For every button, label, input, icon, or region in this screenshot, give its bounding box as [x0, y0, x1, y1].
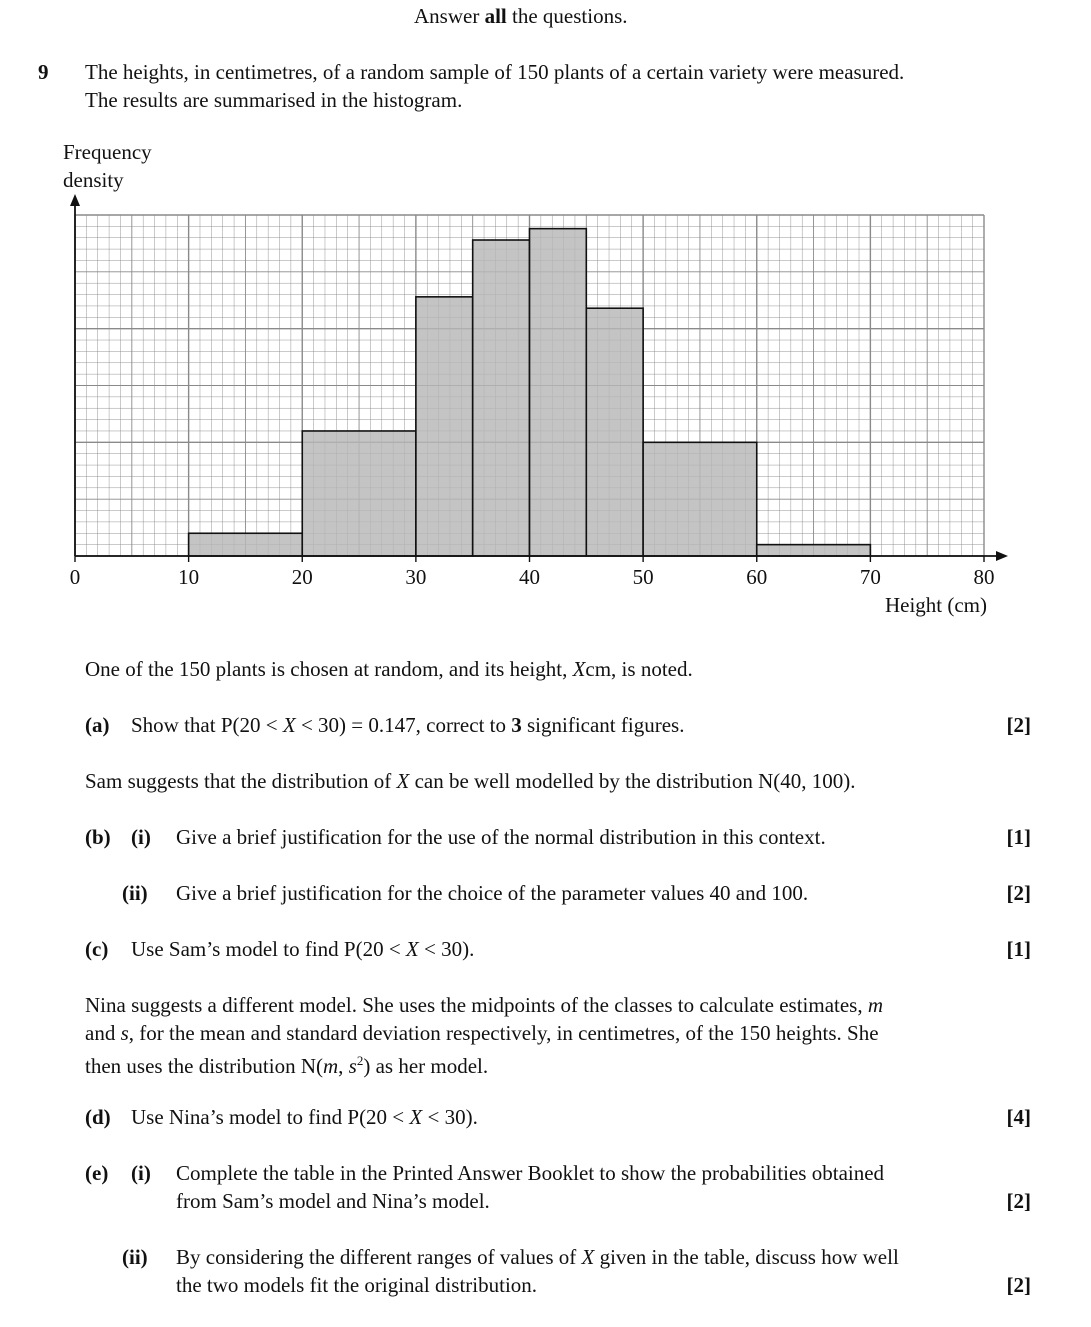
- part-c-label: (c): [85, 937, 109, 961]
- histogram-bar: [416, 297, 473, 556]
- nina-line-3-sup: 2: [356, 1053, 364, 1068]
- part-b-ii-marks: [2]: [1006, 881, 1031, 905]
- x-tick-label: 60: [746, 565, 768, 589]
- nina-line-2: [85, 1019, 879, 1047]
- histogram-bar: [643, 442, 757, 556]
- part-c-marks: [1]: [1006, 937, 1031, 961]
- part-b-label: (b): [85, 825, 111, 849]
- header-text: Answer: [414, 4, 485, 28]
- part-b-i-text: Give a brief justification for the use of the normal distribution in this context.: [176, 825, 826, 849]
- x-tick-label: 10: [178, 565, 200, 589]
- part-e-ii-line-2: the two models fit the original distribution.: [176, 1273, 538, 1297]
- part-e-i-label: (i): [131, 1161, 151, 1185]
- part-e-i-line-1: Complete the table in the Printed Answer Booklet to show the probabilities obtained: [176, 1161, 885, 1185]
- part-c-post: < 30).: [418, 937, 475, 961]
- y-axis-label-line-1: Frequency: [63, 140, 152, 164]
- nina-line-1-pre: Nina suggests a different model. She uses the midpoints of the classes to calculate estimates,: [85, 993, 868, 1017]
- header-bold: all: [484, 4, 507, 28]
- histogram-bar: [757, 545, 871, 556]
- chosen-var: X: [572, 657, 586, 681]
- part-a-label: (a): [85, 713, 110, 737]
- part-d-text: [131, 1103, 478, 1131]
- intro-line-2: The results are summarised in the histogram.: [85, 88, 463, 112]
- part-d-marks: [4]: [1006, 1105, 1031, 1129]
- intro-line-1: The heights, in centimetres, of a random sample of 150 plants of a certain variety were measured.: [85, 60, 905, 84]
- sam-var: X: [396, 769, 410, 793]
- part-a-var: X: [282, 713, 296, 737]
- part-b-ii-text: Give a brief justification for the choice of the parameter values 40 and 100.: [176, 881, 809, 905]
- question-number: 9: [38, 60, 49, 84]
- part-a-text: [131, 711, 684, 739]
- x-tick-label: 20: [291, 565, 313, 589]
- chosen-pre: One of the 150 plants is chosen at random, and its height,: [85, 657, 573, 681]
- part-a-post: significant figures.: [521, 713, 685, 737]
- x-tick-label: 50: [632, 565, 654, 589]
- y-axis-label-line-2: density: [63, 168, 124, 192]
- x-tick-label: 80: [973, 565, 995, 589]
- chosen-text: [85, 655, 693, 683]
- part-d-post: < 30).: [422, 1105, 478, 1129]
- sam-text: [85, 767, 855, 795]
- x-tick-label: 40: [519, 565, 540, 589]
- nina-line-1: [85, 991, 883, 1019]
- x-axis-arrow-icon: [996, 551, 1008, 561]
- part-c-var: X: [405, 937, 419, 961]
- part-a-marks: [2]: [1006, 713, 1031, 737]
- histogram-bar: [189, 533, 303, 556]
- part-c-pre: Use Sam’s model to find P(20 <: [131, 937, 406, 961]
- part-e-ii-line-1: [176, 1243, 899, 1271]
- part-d-var: X: [409, 1105, 423, 1129]
- sam-post: can be well modelled by the distribution N(40, 100).: [409, 769, 856, 793]
- part-d-pre: Use Nina’s model to find P(20 <: [131, 1105, 410, 1129]
- x-tick-label: 30: [405, 565, 427, 589]
- x-tick-label: 0: [69, 565, 81, 589]
- histogram-bar: [530, 229, 587, 556]
- nina-line-3: [85, 1047, 488, 1080]
- part-b-ii-label: (ii): [122, 881, 148, 905]
- histogram-bar: [302, 431, 416, 556]
- histogram-bar: [473, 240, 530, 556]
- chosen-post: cm, is noted.: [585, 657, 693, 681]
- part-b-i-label: (i): [131, 825, 151, 849]
- part-e-ii-label: (ii): [122, 1245, 148, 1269]
- part-e-label: (e): [85, 1161, 109, 1185]
- nina-line-2-post: , for the mean and standard deviation respectively, in centimetres, of the 150 heights. She: [128, 1021, 879, 1045]
- nina-line-3-pre: then uses the distribution N(: [85, 1054, 323, 1078]
- nina-line-3-post: ) as her model.: [363, 1054, 489, 1078]
- histogram-chart: [0, 0, 1091, 640]
- part-a-pre: Show that P(20 <: [131, 713, 283, 737]
- part-d-label: (d): [85, 1105, 111, 1129]
- x-axis-label: Height (cm): [884, 593, 987, 617]
- part-a-mid: < 30) = 0.147, correct to: [295, 713, 512, 737]
- part-e-i-marks: [2]: [1006, 1189, 1031, 1213]
- nina-line-3-sep: ,: [338, 1054, 349, 1078]
- part-c-text: [131, 935, 474, 963]
- part-b-i-marks: [1]: [1006, 825, 1031, 849]
- x-tick-label: 70: [859, 565, 881, 589]
- nina-line-3-m: m: [322, 1054, 339, 1078]
- sam-pre: Sam suggests that the distribution of: [85, 769, 397, 793]
- nina-line-2-pre: and: [85, 1021, 121, 1045]
- part-a-bold: 3: [511, 713, 522, 737]
- part-e-ii-pre: By considering the different ranges of values of: [176, 1245, 582, 1269]
- part-e-i-line-2: from Sam’s model and Nina’s model.: [176, 1189, 490, 1213]
- header-text-end: the questions.: [506, 4, 628, 28]
- nina-line-3-s: s: [348, 1054, 357, 1078]
- part-e-ii-marks: [2]: [1006, 1273, 1031, 1297]
- histogram-bar: [586, 308, 643, 556]
- part-e-ii-post: given in the table, discuss how well: [594, 1245, 899, 1269]
- part-e-ii-var: X: [581, 1245, 595, 1269]
- nina-var-m: m: [867, 993, 884, 1017]
- nina-var-s: s: [120, 1021, 129, 1045]
- y-axis-arrow-icon: [70, 194, 80, 206]
